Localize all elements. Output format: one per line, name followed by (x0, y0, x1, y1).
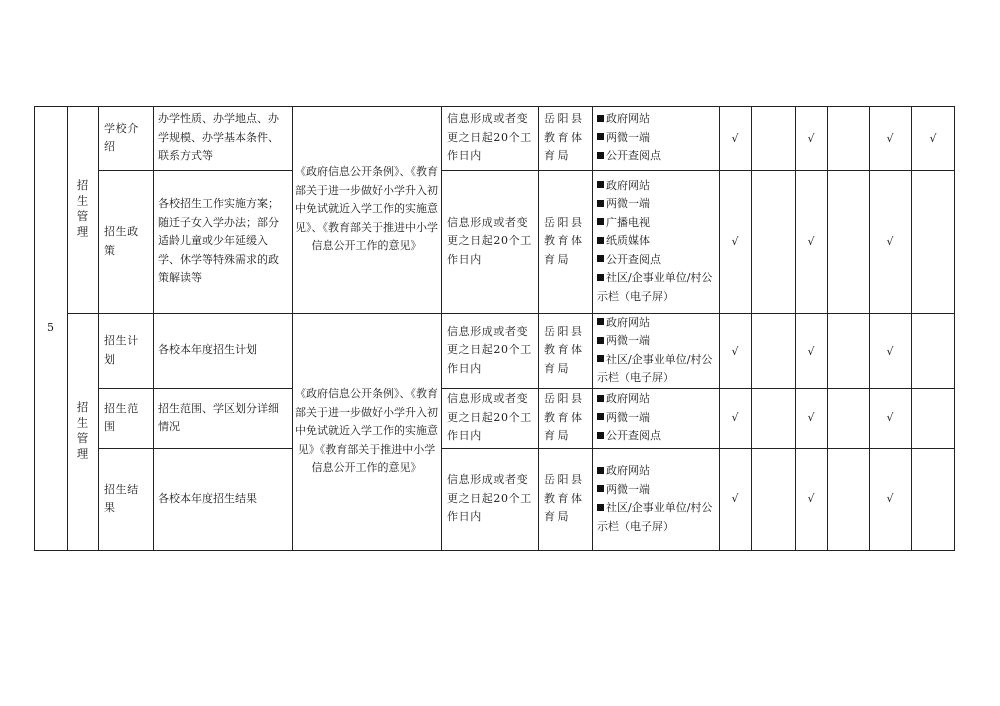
channel-item: 政府网站 (597, 177, 717, 196)
channel-item: 两微一端 (597, 409, 661, 428)
category-label: 招生管理 (75, 178, 90, 241)
content-text: 招生范围、学区划分详细情况 (158, 401, 279, 433)
check-mark: √ (807, 492, 815, 505)
check-mark: √ (807, 235, 815, 248)
channel-item: 公开查阅点 (597, 147, 661, 166)
channels-cell (597, 313, 717, 388)
subject-cell (544, 106, 590, 170)
black-square-icon (597, 395, 604, 402)
black-square-icon (597, 337, 604, 344)
check-mark: √ (731, 345, 739, 358)
check-mark: √ (807, 411, 815, 424)
item-name-cell (104, 388, 150, 448)
black-square-icon (597, 218, 604, 225)
content-text: 各校本年度招生计划 (158, 343, 257, 357)
section-number: 5 (47, 320, 54, 334)
channel-item: 公开查阅点 (597, 251, 717, 270)
time-limit-text: 信息形成或者变更之日起20个工作日内 (447, 112, 532, 163)
check-mark: √ (886, 411, 894, 424)
channel-item: 社区/企事业单位/村公示栏（电子屏） (597, 501, 713, 533)
check-mark: √ (886, 492, 894, 505)
channels-cell (597, 106, 717, 170)
content-cell (158, 170, 289, 313)
subject-text: 岳阳县教育体育局 (544, 324, 585, 375)
check-mark: √ (886, 235, 894, 248)
channels-cell (597, 448, 717, 550)
time-limit-cell (447, 106, 535, 170)
channels-cell (597, 170, 717, 313)
item-name-cell (104, 106, 150, 170)
black-square-icon (597, 115, 604, 122)
subject-text: 岳阳县教育体育局 (544, 112, 585, 163)
channel-item: 纸质媒体 (597, 232, 717, 251)
content-text: 各校本年度招生结果 (158, 491, 257, 505)
black-square-icon (597, 355, 604, 362)
time-limit-text: 信息形成或者变更之日起20个工作日内 (447, 324, 532, 375)
channel-item: 两微一端 (597, 195, 717, 214)
section-number-cell (34, 106, 67, 550)
item-name: 学校介绍 (104, 121, 139, 153)
check-mark: √ (807, 345, 815, 358)
channel-item: 政府网站 (597, 462, 717, 481)
channel-item: 两微一端 (597, 129, 661, 148)
category-label: 招生管理 (75, 400, 90, 463)
black-square-icon (597, 133, 604, 140)
channel-item: 社区/企事业单位/村公示栏（电子屏） (597, 352, 713, 384)
check-mark: √ (929, 132, 937, 145)
channel-item: 两微一端 (597, 481, 717, 500)
channel-item: 广播电视 (597, 214, 717, 233)
check-mark: √ (886, 132, 894, 145)
time-limit-cell (447, 388, 535, 448)
black-square-icon (597, 467, 604, 474)
black-square-icon (597, 318, 604, 325)
content-cell (158, 388, 289, 448)
item-name-cell (104, 313, 150, 388)
time-limit-text: 信息形成或者变更之日起20个工作日内 (447, 215, 532, 266)
subject-cell (544, 388, 590, 448)
black-square-icon (597, 152, 604, 159)
item-name: 招生范围 (104, 401, 139, 433)
time-limit-text: 信息形成或者变更之日起20个工作日内 (447, 392, 532, 443)
check-mark: √ (886, 345, 894, 358)
time-limit-text: 信息形成或者变更之日起20个工作日内 (447, 473, 532, 524)
item-name: 招生计划 (104, 334, 139, 366)
black-square-icon (597, 504, 604, 511)
content-text: 办学性质、办学地点、办学规模、办学基本条件、联系方式等 (158, 112, 279, 163)
subject-text: 岳阳县教育体育局 (544, 215, 585, 266)
check-mark: √ (731, 132, 739, 145)
channel-item: 政府网站 (597, 314, 717, 333)
law-basis-cell (295, 313, 438, 550)
check-mark: √ (731, 492, 739, 505)
black-square-icon (597, 237, 604, 244)
black-square-icon (597, 274, 604, 281)
category-cell (67, 106, 98, 313)
time-limit-cell (447, 448, 535, 550)
category-cell (67, 313, 98, 550)
black-square-icon (597, 181, 604, 188)
subject-text: 岳阳县教育体育局 (544, 392, 585, 443)
channel-item: 公开查阅点 (597, 427, 661, 446)
black-square-icon (597, 413, 604, 420)
item-name: 招生政策 (104, 225, 139, 257)
subject-cell (544, 448, 590, 550)
item-name-cell (104, 170, 150, 313)
check-mark: √ (807, 132, 815, 145)
channels-cell (597, 388, 717, 448)
channel-item: 两微一端 (597, 332, 717, 351)
law-basis-text: 《政府信息公开条例》、《教育部关于进一步做好小学升入初中免试就近入学工作的实施意见》《教育部关于推进中小学信息公开工作的意见》 (295, 387, 438, 475)
content-cell (158, 106, 289, 170)
item-name: 招生结果 (104, 482, 139, 514)
subject-text: 岳阳县教育体育局 (544, 473, 585, 524)
channel-item: 政府网站 (597, 110, 661, 129)
content-cell (158, 313, 289, 388)
check-mark: √ (731, 411, 739, 424)
law-basis-text: 《政府信息公开条例》、《教育部关于进一步做好小学升入初中免试就近入学工作的实施意见》、《教育部关于推进中小学信息公开工作的意见》 (295, 165, 438, 253)
black-square-icon (597, 255, 604, 262)
item-name-cell (104, 448, 150, 550)
law-basis-cell (295, 106, 438, 313)
subject-cell (544, 170, 590, 313)
content-cell (158, 448, 289, 550)
channel-item: 政府网站 (597, 390, 661, 409)
check-mark: √ (731, 235, 739, 248)
black-square-icon (597, 432, 604, 439)
channel-item: 社区/企事业单位/村公示栏（电子屏） (597, 271, 713, 303)
content-text: 各校招生工作实施方案；随迁子女入学办法；部分适龄儿童或少年延缓入学、休学等特殊需求的政策解读等 (158, 197, 279, 285)
black-square-icon (597, 200, 604, 207)
time-limit-cell (447, 313, 535, 388)
black-square-icon (597, 485, 604, 492)
subject-cell (544, 313, 590, 388)
time-limit-cell (447, 170, 535, 313)
